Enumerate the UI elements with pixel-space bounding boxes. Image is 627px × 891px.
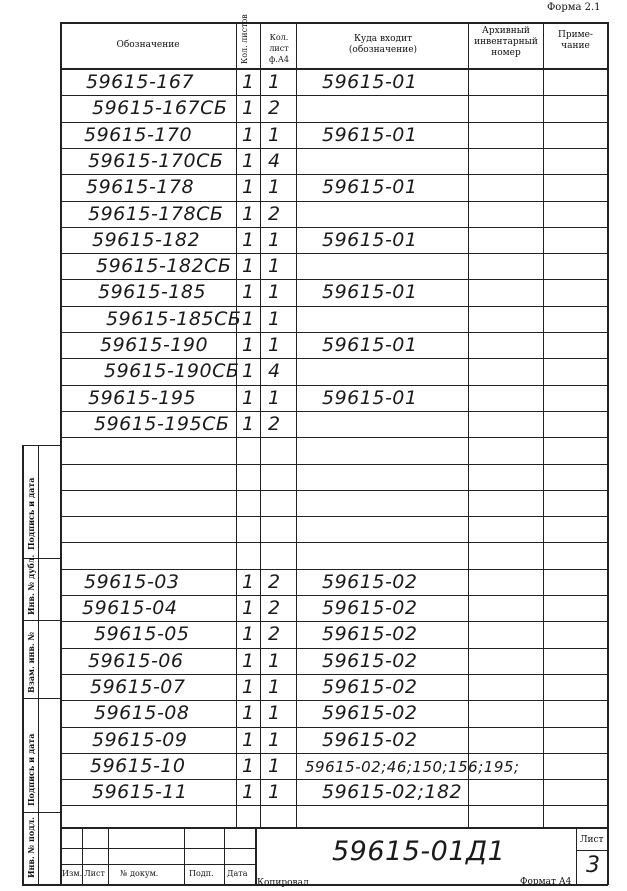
row-separator [60,621,608,622]
margin-sep-3 [22,620,61,621]
row-separator [60,674,608,675]
sheet-number: 3 [586,853,601,878]
tb-col-sign: Подп. [189,869,214,878]
row-separator [60,595,608,596]
frame-left [60,22,62,885]
title-row-2 [60,864,256,865]
row-designation: 59615-167 [86,71,195,93]
row-where-included: 59615-02 [322,623,418,646]
tb-col-1 [82,827,83,885]
row-sheets-a4: 1 [268,281,281,304]
header-where-included: Куда входит (обозначение) [348,34,418,55]
sheet-label: Лист [580,835,604,845]
row-separator [60,700,608,701]
row-sheets-count: 1 [242,754,255,777]
row-sheets-a4: 1 [268,228,281,251]
row-separator [60,542,608,543]
row-sheets-a4: 1 [268,334,281,356]
title-row-1 [60,848,256,849]
row-sheets-count: 1 [242,149,255,172]
row-sheets-count: 1 [242,597,255,619]
row-sheets-a4: 1 [268,728,281,751]
header-note: Приме- чание [558,30,593,51]
row-sheets-a4: 1 [268,176,281,199]
row-designation: 59615-178 [86,176,195,199]
title-sheet-sep [576,850,608,851]
row-where-included: 59615-02;182 [322,781,463,804]
row-where-included: 59615-01 [322,386,418,409]
header-sheets-count: Кол. листов [240,14,249,64]
header-designation: Обозначение [116,40,180,50]
row-sheets-count: 1 [242,71,255,93]
row-sheets-a4: 1 [268,386,281,409]
header-bottom [60,68,608,70]
title-sheet-left [576,827,577,885]
row-designation: 59615-07 [90,675,186,698]
row-sheets-a4: 2 [268,202,281,225]
row-sheets-a4: 2 [268,623,281,646]
row-designation: 59615-190 [100,334,209,356]
copied-label: Копировал [257,878,309,888]
tb-col-2 [108,827,109,885]
margin-inner [38,445,39,885]
side-dup-inv: Инв. № дубл. [26,554,36,615]
row-separator [60,358,608,359]
row-designation: 59615-185 [98,281,207,304]
row-separator [60,569,608,570]
row-sheets-a4: 1 [268,702,281,725]
row-sheets-count: 1 [242,97,255,120]
row-designation: 59615-190СБ [104,360,240,383]
header-archive-number: Архивный инвентарный номер [474,26,538,58]
row-sheets-count: 1 [242,386,255,409]
row-where-included: 59615-02 [322,702,418,725]
row-separator [60,227,608,228]
format-label: Формат А4 [520,877,572,887]
row-separator [60,516,608,517]
row-designation: 59615-195СБ [94,412,230,435]
row-sheets-count: 1 [242,728,255,751]
row-separator [60,122,608,123]
row-sheets-a4: 1 [268,649,281,672]
col-divider-3 [296,22,297,827]
col-divider-5 [543,22,544,827]
row-where-included: 59615-01 [322,123,418,146]
row-designation: 59615-195 [88,386,197,409]
row-sheets-a4: 1 [268,307,281,330]
row-designation: 59615-167СБ [92,97,228,120]
side-sign-date-top: Подпись и дата [26,477,36,550]
row-sheets-count: 1 [242,623,255,646]
tb-col-list: Лист [84,869,105,878]
row-designation: 59615-11 [92,781,188,804]
row-sheets-a4: 1 [268,754,281,777]
row-sheets-count: 1 [242,307,255,330]
row-where-included: 59615-02 [322,597,418,619]
row-designation: 59615-10 [90,754,186,777]
side-orig-inv: Инв. № подл. [26,817,36,878]
row-designation: 59615-05 [94,623,190,646]
frame-right [607,22,609,885]
row-where-included: 59615-02 [322,675,418,698]
row-designation: 59615-09 [92,728,188,751]
side-sign-date-bottom: Подпись и дата [26,733,36,806]
row-sheets-count: 1 [242,123,255,146]
row-designation: 59615-04 [82,597,178,619]
row-separator [60,306,608,307]
row-separator [60,805,608,806]
row-sheets-count: 1 [242,412,255,435]
row-designation: 59615-182СБ [96,255,232,278]
row-designation: 59615-170СБ [88,149,224,172]
row-sheets-a4: 2 [268,412,281,435]
row-sheets-a4: 2 [268,570,281,593]
row-sheets-a4: 1 [268,255,281,278]
row-designation: 59615-178СБ [88,202,224,225]
row-designation: 59615-182 [92,228,201,251]
row-where-included: 59615-01 [322,228,418,251]
row-where-included: 59615-01 [322,71,418,93]
row-separator [60,727,608,728]
row-where-included: 59615-02 [322,570,418,593]
row-sheets-count: 1 [242,334,255,356]
row-sheets-a4: 2 [268,597,281,619]
row-sheets-a4: 1 [268,123,281,146]
row-designation: 59615-08 [94,702,190,725]
form-label: Форма 2.1 [547,2,601,13]
tb-col-izm: Изм. [62,869,83,878]
row-separator [60,437,608,438]
row-designation: 59615-170 [84,123,193,146]
row-separator [60,779,608,780]
row-separator [60,148,608,149]
margin-sep-1 [22,445,61,446]
row-sheets-count: 1 [242,202,255,225]
col-divider-4 [468,22,469,827]
row-sheets-count: 1 [242,570,255,593]
row-separator [60,279,608,280]
row-sheets-count: 1 [242,781,255,804]
row-separator [60,332,608,333]
row-sheets-count: 1 [242,255,255,278]
row-designation: 59615-185СБ [106,307,242,330]
row-separator [60,490,608,491]
tb-col-doc: № докум. [120,869,159,878]
row-separator [60,95,608,96]
row-separator [60,753,608,754]
row-designation: 59615-06 [88,649,184,672]
margin-outer [22,445,24,885]
row-separator [60,411,608,412]
row-sheets-a4: 1 [268,781,281,804]
title-block-top [60,827,608,829]
margin-sep-4 [22,698,61,699]
row-sheets-count: 1 [242,228,255,251]
title-main-left [255,827,257,885]
tb-col-3 [184,827,185,885]
row-separator [60,385,608,386]
row-sheets-count: 1 [242,649,255,672]
row-sheets-count: 1 [242,281,255,304]
tb-col-date: Дата [227,869,248,878]
row-sheets-a4: 1 [268,675,281,698]
header-sheets-a4: Кол. лист ф.А4 [269,33,289,64]
row-separator [60,201,608,202]
col-divider-2 [260,22,261,827]
frame-top [60,22,608,24]
row-where-included: 59615-01 [322,281,418,304]
tb-col-4 [224,827,225,885]
row-where-included: 59615-02 [322,728,418,751]
row-where-included: 59615-01 [322,176,418,199]
col-divider-1 [236,22,237,827]
row-sheets-count: 1 [242,675,255,698]
row-separator [60,174,608,175]
row-where-included: 59615-01 [322,334,418,356]
row-sheets-count: 1 [242,702,255,725]
row-sheets-a4: 2 [268,97,281,120]
margin-sep-5 [22,812,61,813]
row-where-included: 59615-02 [322,649,418,672]
row-sheets-count: 1 [242,176,255,199]
row-separator [60,648,608,649]
row-where-included: 59615-02;46;150;156;195; [305,757,520,776]
row-sheets-count: 1 [242,360,255,383]
row-designation: 59615-03 [84,570,180,593]
side-vzam-inv: Взам. инв. № [26,631,36,693]
document-designation: 59615-01Д1 [332,836,506,867]
row-sheets-a4: 4 [268,149,281,172]
row-sheets-a4: 4 [268,360,281,383]
row-separator [60,464,608,465]
row-sheets-a4: 1 [268,71,281,93]
row-separator [60,253,608,254]
